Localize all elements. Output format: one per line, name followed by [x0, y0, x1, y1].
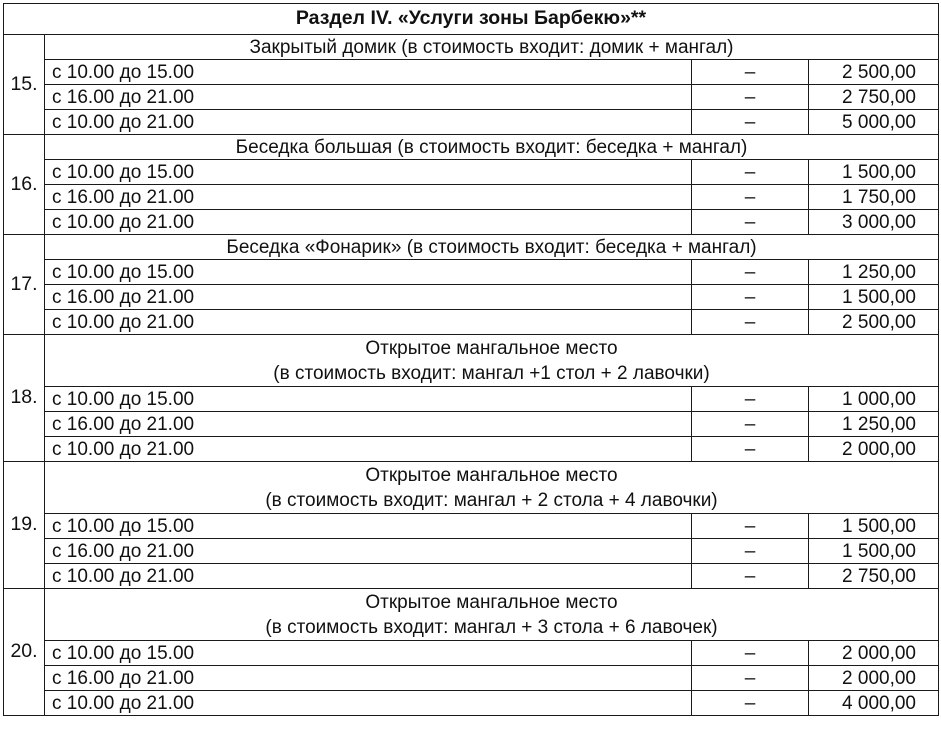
dash-cell: –	[692, 85, 809, 110]
price-cell: 1 500,00	[809, 514, 939, 539]
group-title	[45, 35, 939, 60]
table-row	[4, 160, 939, 185]
table-row	[4, 260, 939, 285]
table-row	[4, 564, 939, 589]
group-title-row	[4, 135, 939, 160]
group-title-line: Открытое мангальное место	[365, 338, 618, 359]
group-title-line: Открытое мангальное место	[365, 465, 618, 486]
group-title-line: (в стоимость входит: мангал +1 стол + 2 лавочки)	[273, 363, 710, 384]
time-cell: с 10.00 до 21.00	[45, 691, 692, 716]
group-title-line: (в стоимость входит: мангал + 2 стола + 4 лавочки)	[265, 490, 718, 511]
group-title-row	[4, 462, 939, 514]
table-row	[4, 691, 939, 716]
section-header-row	[4, 4, 939, 35]
table-row	[4, 110, 939, 135]
group-number: 20.	[4, 589, 45, 716]
group-number: 15.	[4, 35, 45, 135]
table-row	[4, 387, 939, 412]
table-row	[4, 666, 939, 691]
time-cell: с 10.00 до 15.00	[45, 160, 692, 185]
price-cell: 2 750,00	[809, 564, 939, 589]
price-cell: 1 250,00	[809, 260, 939, 285]
price-cell: 4 000,00	[809, 691, 939, 716]
price-cell: 2 750,00	[809, 85, 939, 110]
price-cell: 2 500,00	[809, 310, 939, 335]
dash-cell: –	[692, 666, 809, 691]
group-title	[45, 135, 939, 160]
dash-cell: –	[692, 387, 809, 412]
table-row	[4, 437, 939, 462]
group-number: 19.	[4, 462, 45, 589]
dash-cell: –	[692, 691, 809, 716]
dash-cell: –	[692, 185, 809, 210]
price-cell: 2 000,00	[809, 666, 939, 691]
group-number: 18.	[4, 335, 45, 462]
time-cell: с 10.00 до 21.00	[45, 437, 692, 462]
time-cell: с 16.00 до 21.00	[45, 412, 692, 437]
price-cell: 1 500,00	[809, 539, 939, 564]
time-cell: с 10.00 до 15.00	[45, 641, 692, 666]
group-title-line: Открытое мангальное место	[365, 592, 618, 613]
time-cell: с 16.00 до 21.00	[45, 185, 692, 210]
table-row	[4, 514, 939, 539]
time-cell: с 16.00 до 21.00	[45, 285, 692, 310]
price-cell: 1 500,00	[809, 160, 939, 185]
dash-cell: –	[692, 60, 809, 85]
group-title-row	[4, 589, 939, 641]
table-row	[4, 310, 939, 335]
dash-cell: –	[692, 160, 809, 185]
time-cell: с 16.00 до 21.00	[45, 539, 692, 564]
price-cell: 1 500,00	[809, 285, 939, 310]
price-cell: 1 250,00	[809, 412, 939, 437]
time-cell: с 16.00 до 21.00	[45, 666, 692, 691]
price-cell: 5 000,00	[809, 110, 939, 135]
table-row	[4, 285, 939, 310]
time-cell: с 16.00 до 21.00	[45, 85, 692, 110]
table-row	[4, 412, 939, 437]
group-title	[45, 462, 939, 514]
table-row	[4, 85, 939, 110]
price-table	[3, 3, 939, 716]
time-cell: с 10.00 до 21.00	[45, 210, 692, 235]
table-row	[4, 641, 939, 666]
dash-cell: –	[692, 539, 809, 564]
time-cell: с 10.00 до 15.00	[45, 514, 692, 539]
dash-cell: –	[692, 285, 809, 310]
dash-cell: –	[692, 260, 809, 285]
group-title-row	[4, 35, 939, 60]
table-body	[4, 4, 939, 716]
price-cell: 1 000,00	[809, 387, 939, 412]
dash-cell: –	[692, 310, 809, 335]
dash-cell: –	[692, 110, 809, 135]
time-cell: с 10.00 до 21.00	[45, 110, 692, 135]
group-number: 17.	[4, 235, 45, 335]
section-title: Раздел IV. «Услуги зоны Барбекю»**	[4, 4, 939, 35]
time-cell: с 10.00 до 15.00	[45, 60, 692, 85]
group-title-line: (в стоимость входит: мангал + 3 стола + 6 лавочек)	[265, 617, 718, 638]
time-cell: с 10.00 до 15.00	[45, 260, 692, 285]
table-row	[4, 60, 939, 85]
group-number: 16.	[4, 135, 45, 235]
group-title	[45, 235, 939, 260]
table-row	[4, 539, 939, 564]
group-title-line: Беседка «Фонарик» (в стоимость входит: беседка + мангал)	[226, 237, 757, 258]
group-title	[45, 589, 939, 641]
price-cell: 1 750,00	[809, 185, 939, 210]
dash-cell: –	[692, 564, 809, 589]
time-cell: с 10.00 до 21.00	[45, 564, 692, 589]
table-row	[4, 210, 939, 235]
dash-cell: –	[692, 412, 809, 437]
group-title-line: Закрытый домик (в стоимость входит: домик + мангал)	[249, 37, 734, 58]
dash-cell: –	[692, 437, 809, 462]
price-cell: 3 000,00	[809, 210, 939, 235]
group-title-row	[4, 235, 939, 260]
price-cell: 2 000,00	[809, 641, 939, 666]
time-cell: с 10.00 до 21.00	[45, 310, 692, 335]
dash-cell: –	[692, 514, 809, 539]
group-title-row	[4, 335, 939, 387]
group-title	[45, 335, 939, 387]
table-row	[4, 185, 939, 210]
price-cell: 2 500,00	[809, 60, 939, 85]
time-cell: с 10.00 до 15.00	[45, 387, 692, 412]
group-title-line: Беседка большая (в стоимость входит: беседка + мангал)	[235, 137, 748, 158]
price-cell: 2 000,00	[809, 437, 939, 462]
dash-cell: –	[692, 641, 809, 666]
dash-cell: –	[692, 210, 809, 235]
